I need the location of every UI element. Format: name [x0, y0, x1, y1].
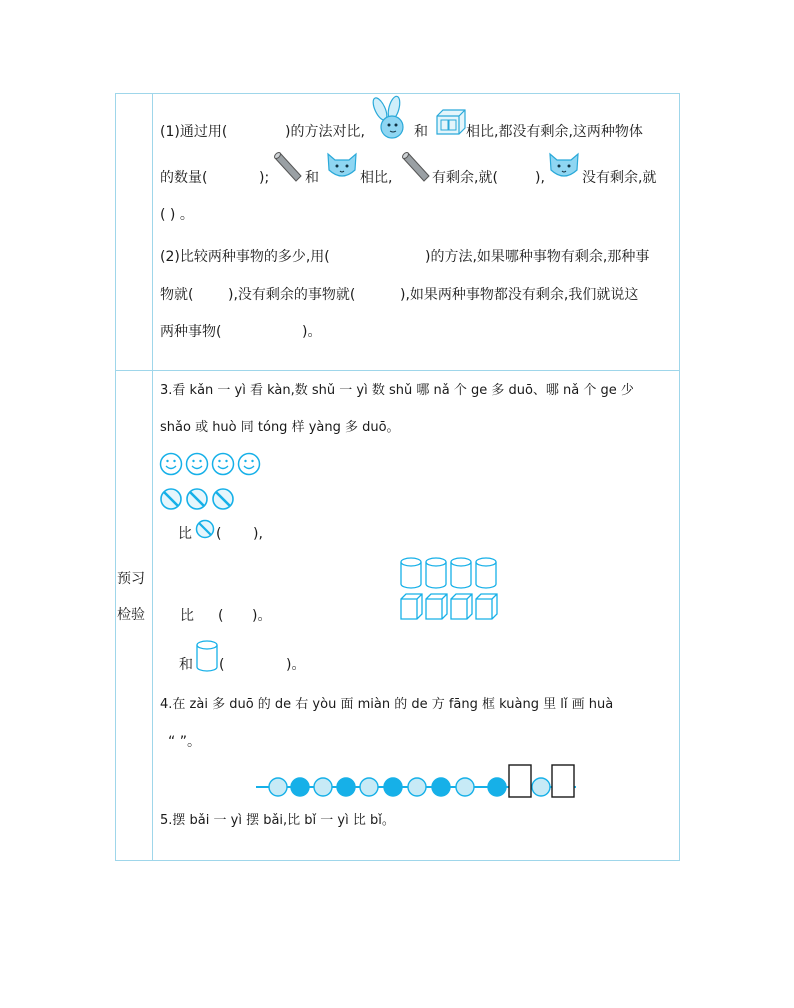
q3-compare-3: )。 [286, 657, 306, 673]
q2-text: )。 [302, 324, 322, 340]
box-icon [435, 108, 467, 136]
q3-compare-3: 和 [179, 657, 193, 673]
smiley-face-icon-row [158, 451, 264, 477]
q1-text: ); [259, 170, 270, 186]
q1-text: 相比,都没有剩余,这两种物体 [466, 124, 643, 140]
q1-text: 和 [414, 124, 428, 140]
section-label-2: 检验 [117, 607, 145, 623]
bead-string [254, 763, 580, 799]
cat-icon [546, 150, 582, 182]
cylinder-icon [196, 640, 218, 672]
q1-text: (1)通过用( [160, 124, 228, 140]
column-divider [152, 93, 153, 861]
section-label-1: 预习 [117, 571, 145, 587]
q1-text: ( ) 。 [160, 207, 194, 223]
wood-stick-icon [272, 152, 302, 182]
q2-text: ),如果两种事物都没有剩余,我们就说这 [400, 287, 639, 303]
q1-text: 没有剩余,就 [582, 170, 657, 186]
no-sign-icon [195, 519, 215, 539]
q3-compare-3: ( [219, 657, 225, 673]
q3-compare-2: ( [218, 608, 224, 624]
q1-text: )的方法对比, [285, 124, 365, 140]
row-divider [115, 370, 680, 371]
q3-compare-1: ), [253, 526, 263, 542]
q1-text: 有剩余,就( [432, 170, 498, 186]
q1-text: ), [535, 170, 545, 186]
q3-compare-2: )。 [252, 608, 272, 624]
q4-instruction: “ ”。 [168, 734, 201, 750]
q3-instruction: shǎo 或 huò 同 tóng 样 yàng 多 duō。 [160, 420, 400, 435]
q2-text: 两种事物( [160, 324, 222, 340]
q2-text: ),没有剩余的事物就( [228, 287, 356, 303]
q1-text: 相比, [360, 170, 393, 186]
rabbit-icon [366, 97, 410, 141]
q3-compare-2: 比 [180, 608, 194, 624]
cat-icon [324, 150, 360, 182]
wood-stick-icon [400, 152, 430, 182]
cylinder-icon-row [399, 557, 499, 589]
q1-text: 的数量( [160, 170, 208, 186]
q2-text: (2)比较两种事物的多少,用( [160, 249, 330, 265]
q3-instruction: 3.看 kǎn 一 yì 看 kàn,数 shǔ 一 yì 数 shǔ 哪 nǎ 个 ge 多 duō、哪 nǎ 个 ge 少 [160, 383, 634, 398]
no-sign-icon-row [158, 486, 238, 512]
q3-compare-1: 比 [178, 526, 192, 542]
cube-icon-row [399, 592, 499, 622]
q1-text: 和 [305, 170, 319, 186]
q2-text: 物就( [160, 287, 194, 303]
q2-text: )的方法,如果哪种事物有剩余,那种事 [425, 249, 650, 265]
q4-instruction: 4.在 zài 多 duō 的 de 右 yòu 面 miàn 的 de 方 fāng 框 kuàng 里 lǐ 画 huà [160, 697, 614, 712]
q3-compare-1: ( [216, 526, 222, 542]
q5-instruction: 5.摆 bǎi 一 yì 摆 bǎi,比 bǐ 一 yì 比 bǐ。 [160, 813, 395, 828]
